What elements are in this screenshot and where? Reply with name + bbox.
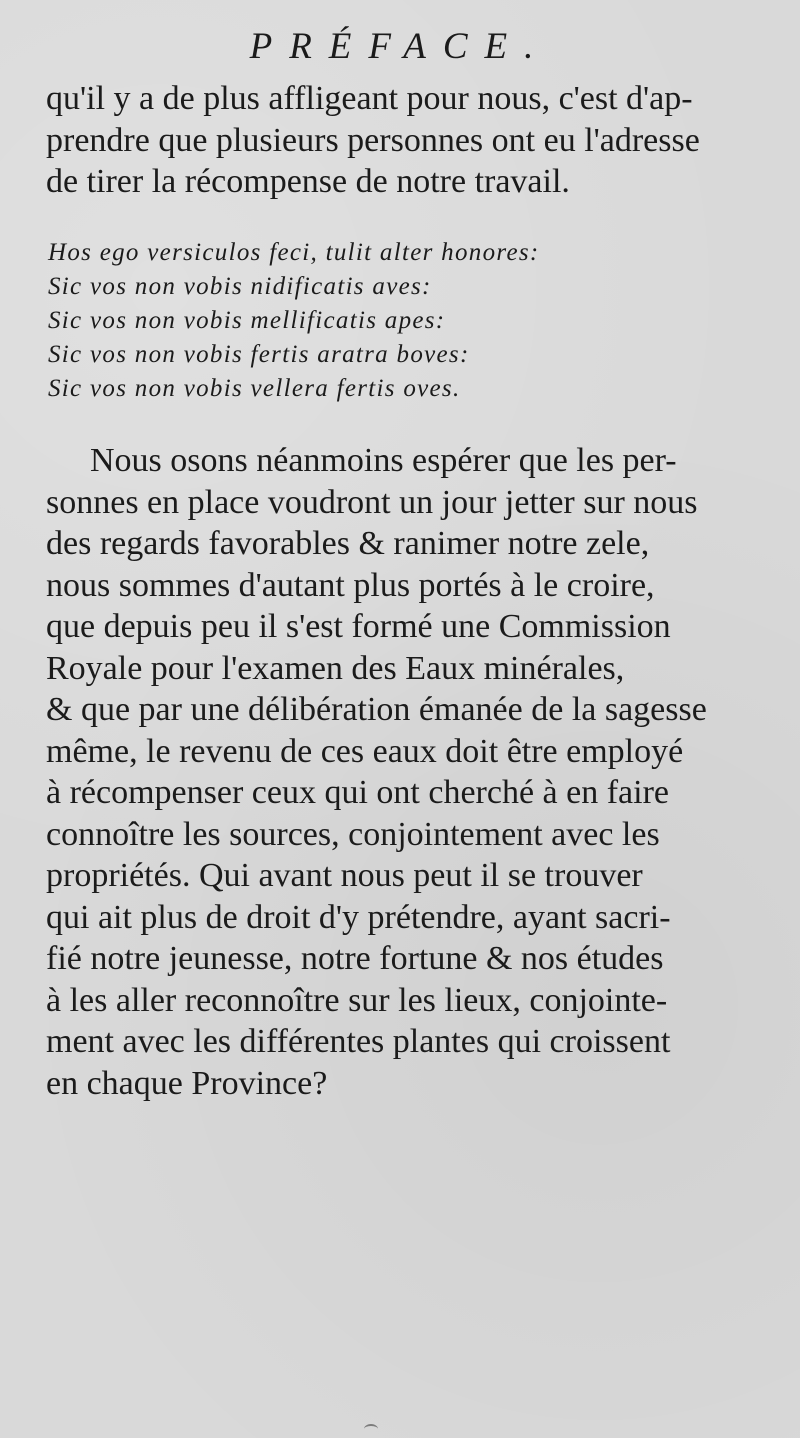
paragraph-line: propriétés. Qui avant nous peut il se trouver bbox=[46, 857, 643, 894]
intro-line: de tirer la récompense de notre travail. bbox=[46, 163, 570, 200]
paragraph-line: nous sommes d'autant plus portés à le croire, bbox=[46, 566, 655, 604]
paragraph-line: des regards favorables & ranimer notre zele, bbox=[46, 525, 650, 562]
verse-line: Sic vos non vobis mellificatis apes: bbox=[48, 307, 446, 334]
paragraph-line: que depuis peu il s'est formé une Commission bbox=[46, 608, 671, 645]
paragraph-line: sonnes en place voudront un jour jetter sur nous bbox=[46, 483, 698, 521]
running-head: PRÉFACE. bbox=[249, 26, 551, 67]
intro-line: prendre que plusieurs personnes ont eu l'adresse bbox=[46, 121, 700, 159]
paragraph-line: Royale pour l'examen des Eaux minérales, bbox=[46, 649, 625, 687]
verse-line: Sic vos non vobis nidificatis aves: bbox=[48, 273, 432, 300]
intro-paragraph bbox=[46, 78, 756, 203]
verse-line: Hos ego versiculos feci, tulit alter honores: bbox=[48, 239, 540, 266]
paragraph-line: en chaque Province? bbox=[46, 1064, 328, 1102]
printer-mark-icon bbox=[364, 1424, 378, 1434]
paragraph-line: Nous osons néanmoins espérer que les per- bbox=[90, 442, 677, 479]
paragraph-line: à les aller reconnoître sur les lieux, conjointe- bbox=[46, 981, 668, 1019]
paragraph-line: même, le revenu de ces eaux doit être employé bbox=[46, 732, 684, 770]
main-paragraph bbox=[46, 440, 756, 1104]
verse-line: Sic vos non vobis fertis aratra boves: bbox=[48, 341, 470, 368]
paragraph-line: fié notre jeunesse, notre fortune & nos études bbox=[46, 940, 664, 977]
paragraph-line: qui ait plus de droit d'y prétendre, ayant sacri- bbox=[46, 898, 671, 936]
latin-verse bbox=[48, 236, 568, 406]
paragraph-line: connoître les sources, conjointement avec les bbox=[46, 815, 660, 853]
paragraph-line: ment avec les différentes plantes qui croissent bbox=[46, 1023, 671, 1060]
intro-line: qu'il y a de plus affligeant pour nous, c'est d'ap- bbox=[46, 80, 693, 117]
verse-line: Sic vos non vobis vellera fertis oves. bbox=[48, 375, 461, 402]
paragraph-line: & que par une délibération émanée de la sagesse bbox=[46, 691, 707, 728]
paragraph-line: à récompenser ceux qui ont cherché à en faire bbox=[46, 774, 669, 811]
